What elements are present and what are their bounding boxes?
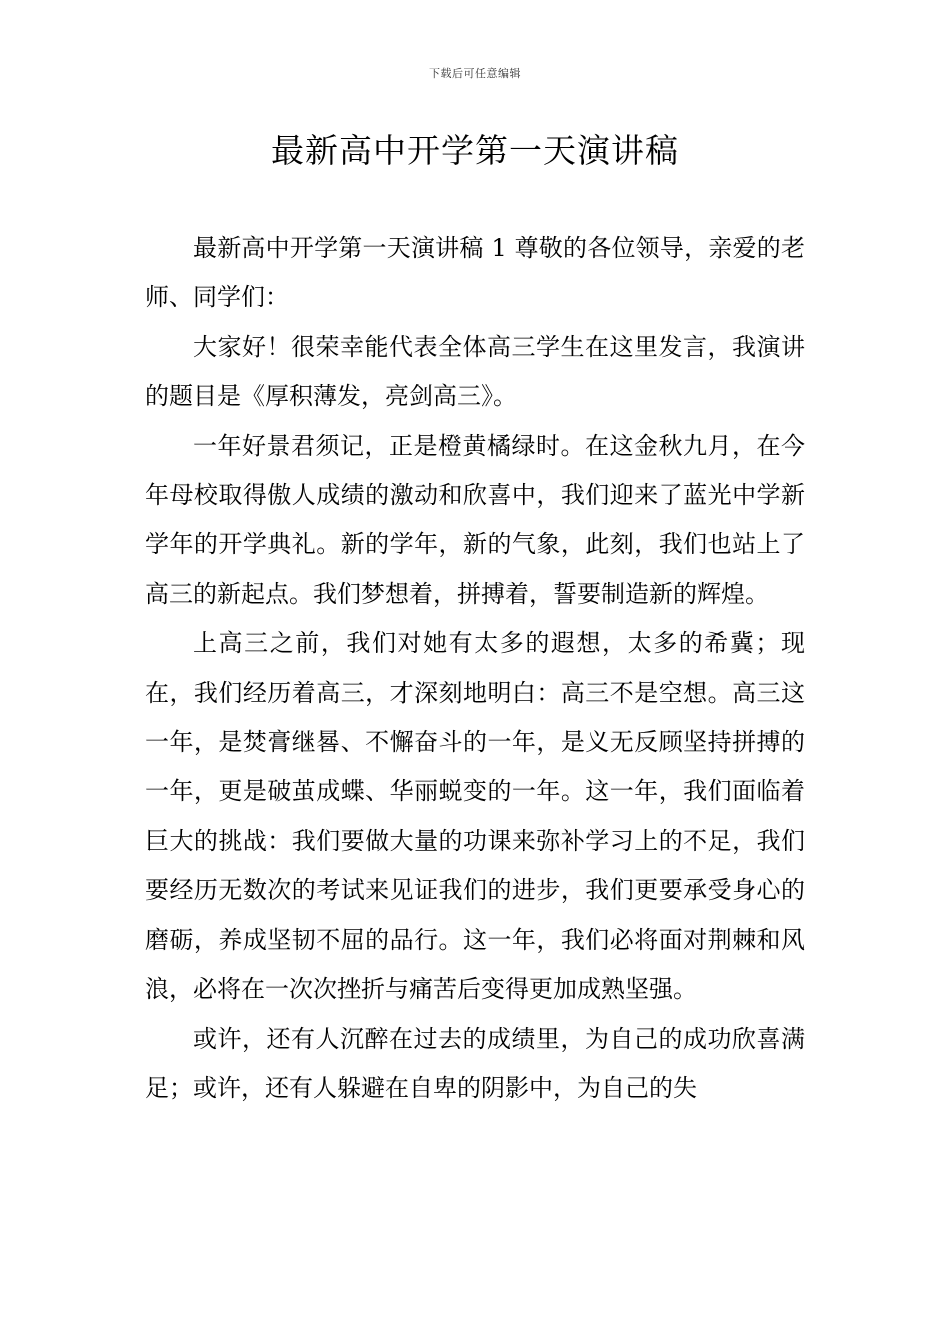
header-note: 下载后可任意编辑 xyxy=(429,67,521,80)
paragraph-5: 或许，还有人沉醉在过去的成绩里，为自己的成功欣喜满足；或许，还有人躲避在自卑的阴影中，为自己的失 xyxy=(145,1024,805,1102)
paragraph-1: 最新高中开学第一天演讲稿 1 尊敬的各位领导，亲爱的老师、同学们： xyxy=(145,234,805,312)
paragraph-2: 大家好！很荣幸能代表全体高三学生在这里发言，我演讲的题目是《厚积薄发，亮剑高三》。 xyxy=(145,332,805,411)
paragraph-4: 上高三之前，我们对她有太多的遐想，太多的希冀；现在，我们经历着高三，才深刻地明白：高三不是空想。高三这一年，是焚膏继晷、不懈奋斗的一年，是义无反顾坚持拼搏的一年，更是破茧成蝶、华丽蜕变的一年。这一年，我们面临着巨大的挑战：我们要做大量的功课来弥补学习上的不足，我们要经历无数次的考试来见证我们的进步，我们更要承受身心的磨砺，养成坚韧不屈的品行。这一年，我们必将面对荆棘和风浪，必将在一次次挫折与痛苦后变得更加成熟坚强。 xyxy=(145,629,805,1004)
paragraph-3: 一年好景君须记，正是橙黄橘绿时。在这金秋九月，在今年母校取得傲人成绩的激动和欣喜中，我们迎来了蓝光中学新学年的开学典礼。新的学年，新的气象，此刻，我们也站上了高三的新起点。我们梦想着，拼搏着，誓要制造新的辉煌。 xyxy=(145,431,805,608)
document-body xyxy=(145,224,805,1113)
page-title: 最新高中开学第一天演讲稿 xyxy=(271,131,679,170)
